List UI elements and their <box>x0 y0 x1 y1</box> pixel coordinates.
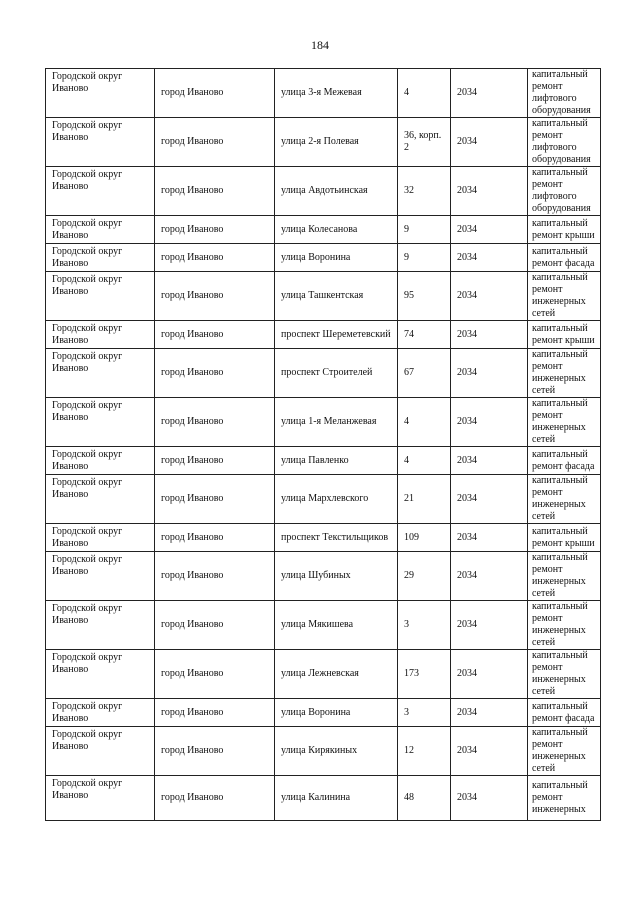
year-cell: 2034 <box>451 552 528 601</box>
house-number-cell: 109 <box>398 524 451 552</box>
table-row <box>46 727 601 776</box>
district-cell: Городской округ Иваново <box>46 69 155 118</box>
city-cell: город Иваново <box>155 398 275 447</box>
city-cell: город Иваново <box>155 524 275 552</box>
year-cell: 2034 <box>451 727 528 776</box>
repair-schedule-table <box>45 68 601 821</box>
district-cell: Городской округ Иваново <box>46 727 155 776</box>
house-number-cell: 4 <box>398 447 451 475</box>
year-cell: 2034 <box>451 650 528 699</box>
house-number-cell: 95 <box>398 272 451 321</box>
district-cell: Городской округ Иваново <box>46 524 155 552</box>
year-cell: 2034 <box>451 398 528 447</box>
street-cell: улица Колесанова <box>275 216 398 244</box>
house-number-cell: 74 <box>398 321 451 349</box>
city-cell: город Иваново <box>155 321 275 349</box>
district-cell: Городской округ Иваново <box>46 118 155 167</box>
district-cell: Городской округ Иваново <box>46 475 155 524</box>
house-number-cell: 29 <box>398 552 451 601</box>
street-cell: улица Воронина <box>275 244 398 272</box>
year-cell: 2034 <box>451 349 528 398</box>
table-row <box>46 272 601 321</box>
house-number-cell: 4 <box>398 69 451 118</box>
work-type-cell: капитальный ремонт лифтового оборудования <box>528 118 601 167</box>
district-cell: Городской округ Иваново <box>46 601 155 650</box>
work-type-cell: капитальный ремонт инженерных сетей <box>528 552 601 601</box>
street-cell: улица Кирякиных <box>275 727 398 776</box>
work-type-cell: капитальный ремонт инженерных <box>528 776 601 821</box>
house-number-cell: 3 <box>398 699 451 727</box>
city-cell: город Иваново <box>155 349 275 398</box>
city-cell: город Иваново <box>155 601 275 650</box>
city-cell: город Иваново <box>155 118 275 167</box>
street-cell: улица Мархлевского <box>275 475 398 524</box>
district-cell: Городской округ Иваново <box>46 321 155 349</box>
house-number-cell: 67 <box>398 349 451 398</box>
street-cell: улица Павленко <box>275 447 398 475</box>
table-row <box>46 349 601 398</box>
year-cell: 2034 <box>451 272 528 321</box>
city-cell: город Иваново <box>155 699 275 727</box>
table-row <box>46 475 601 524</box>
house-number-cell: 32 <box>398 167 451 216</box>
work-type-cell: капитальный ремонт лифтового оборудования <box>528 167 601 216</box>
city-cell: город Иваново <box>155 727 275 776</box>
work-type-cell: капитальный ремонт крыши <box>528 524 601 552</box>
city-cell: город Иваново <box>155 776 275 821</box>
district-cell: Городской округ Иваново <box>46 167 155 216</box>
table-row <box>46 524 601 552</box>
city-cell: город Иваново <box>155 650 275 699</box>
house-number-cell: 12 <box>398 727 451 776</box>
work-type-cell: капитальный ремонт инженерных сетей <box>528 398 601 447</box>
table-row <box>46 321 601 349</box>
street-cell: улица Воронина <box>275 699 398 727</box>
district-cell: Городской округ Иваново <box>46 244 155 272</box>
city-cell: город Иваново <box>155 69 275 118</box>
district-cell: Городской округ Иваново <box>46 272 155 321</box>
year-cell: 2034 <box>451 776 528 821</box>
street-cell: улица Мякишева <box>275 601 398 650</box>
year-cell: 2034 <box>451 699 528 727</box>
table-body <box>46 69 601 821</box>
district-cell: Городской округ Иваново <box>46 552 155 601</box>
table-row <box>46 699 601 727</box>
table-row <box>46 552 601 601</box>
street-cell: улица Лежневская <box>275 650 398 699</box>
page-number: 184 <box>311 38 329 52</box>
work-type-cell: капитальный ремонт фасада <box>528 244 601 272</box>
district-cell: Городской округ Иваново <box>46 699 155 727</box>
street-cell: улица 2-я Полевая <box>275 118 398 167</box>
district-cell: Городской округ Иваново <box>46 349 155 398</box>
year-cell: 2034 <box>451 475 528 524</box>
work-type-cell: капитальный ремонт фасада <box>528 699 601 727</box>
table-row <box>46 118 601 167</box>
work-type-cell: капитальный ремонт инженерных сетей <box>528 475 601 524</box>
house-number-cell: 48 <box>398 776 451 821</box>
table-row <box>46 776 601 821</box>
street-cell: проспект Текстильщиков <box>275 524 398 552</box>
year-cell: 2034 <box>451 118 528 167</box>
year-cell: 2034 <box>451 167 528 216</box>
work-type-cell: капитальный ремонт крыши <box>528 216 601 244</box>
city-cell: город Иваново <box>155 552 275 601</box>
street-cell: улица Авдотьинская <box>275 167 398 216</box>
work-type-cell: капитальный ремонт крыши <box>528 321 601 349</box>
street-cell: улица Ташкентская <box>275 272 398 321</box>
district-cell: Городской округ Иваново <box>46 650 155 699</box>
house-number-cell: 173 <box>398 650 451 699</box>
street-cell: проспект Шереметевский <box>275 321 398 349</box>
work-type-cell: капитальный ремонт инженерных сетей <box>528 601 601 650</box>
street-cell: улица 3-я Межевая <box>275 69 398 118</box>
street-cell: улица Шубиных <box>275 552 398 601</box>
table-row <box>46 601 601 650</box>
house-number-cell: 3 <box>398 601 451 650</box>
year-cell: 2034 <box>451 69 528 118</box>
street-cell: улица Калинина <box>275 776 398 821</box>
house-number-cell: 4 <box>398 398 451 447</box>
table-row <box>46 650 601 699</box>
year-cell: 2034 <box>451 321 528 349</box>
district-cell: Городской округ Иваново <box>46 398 155 447</box>
year-cell: 2034 <box>451 216 528 244</box>
city-cell: город Иваново <box>155 167 275 216</box>
table-row <box>46 167 601 216</box>
district-cell: Городской округ Иваново <box>46 447 155 475</box>
table-row <box>46 216 601 244</box>
house-number-cell: 36, корп. 2 <box>398 118 451 167</box>
work-type-cell: капитальный ремонт инженерных сетей <box>528 727 601 776</box>
city-cell: город Иваново <box>155 475 275 524</box>
city-cell: город Иваново <box>155 244 275 272</box>
house-number-cell: 9 <box>398 244 451 272</box>
year-cell: 2034 <box>451 447 528 475</box>
work-type-cell: капитальный ремонт инженерных сетей <box>528 272 601 321</box>
year-cell: 2034 <box>451 524 528 552</box>
house-number-cell: 21 <box>398 475 451 524</box>
street-cell: улица 1-я Меланжевая <box>275 398 398 447</box>
district-cell: Городской округ Иваново <box>46 216 155 244</box>
table-row <box>46 69 601 118</box>
work-type-cell: капитальный ремонт лифтового оборудования <box>528 69 601 118</box>
work-type-cell: капитальный ремонт фасада <box>528 447 601 475</box>
work-type-cell: капитальный ремонт инженерных сетей <box>528 349 601 398</box>
district-cell: Городской округ Иваново <box>46 776 155 821</box>
year-cell: 2034 <box>451 244 528 272</box>
table-row <box>46 447 601 475</box>
street-cell: проспект Строителей <box>275 349 398 398</box>
table-row <box>46 244 601 272</box>
city-cell: город Иваново <box>155 216 275 244</box>
table-row <box>46 398 601 447</box>
city-cell: город Иваново <box>155 272 275 321</box>
house-number-cell: 9 <box>398 216 451 244</box>
work-type-cell: капитальный ремонт инженерных сетей <box>528 650 601 699</box>
city-cell: город Иваново <box>155 447 275 475</box>
year-cell: 2034 <box>451 601 528 650</box>
